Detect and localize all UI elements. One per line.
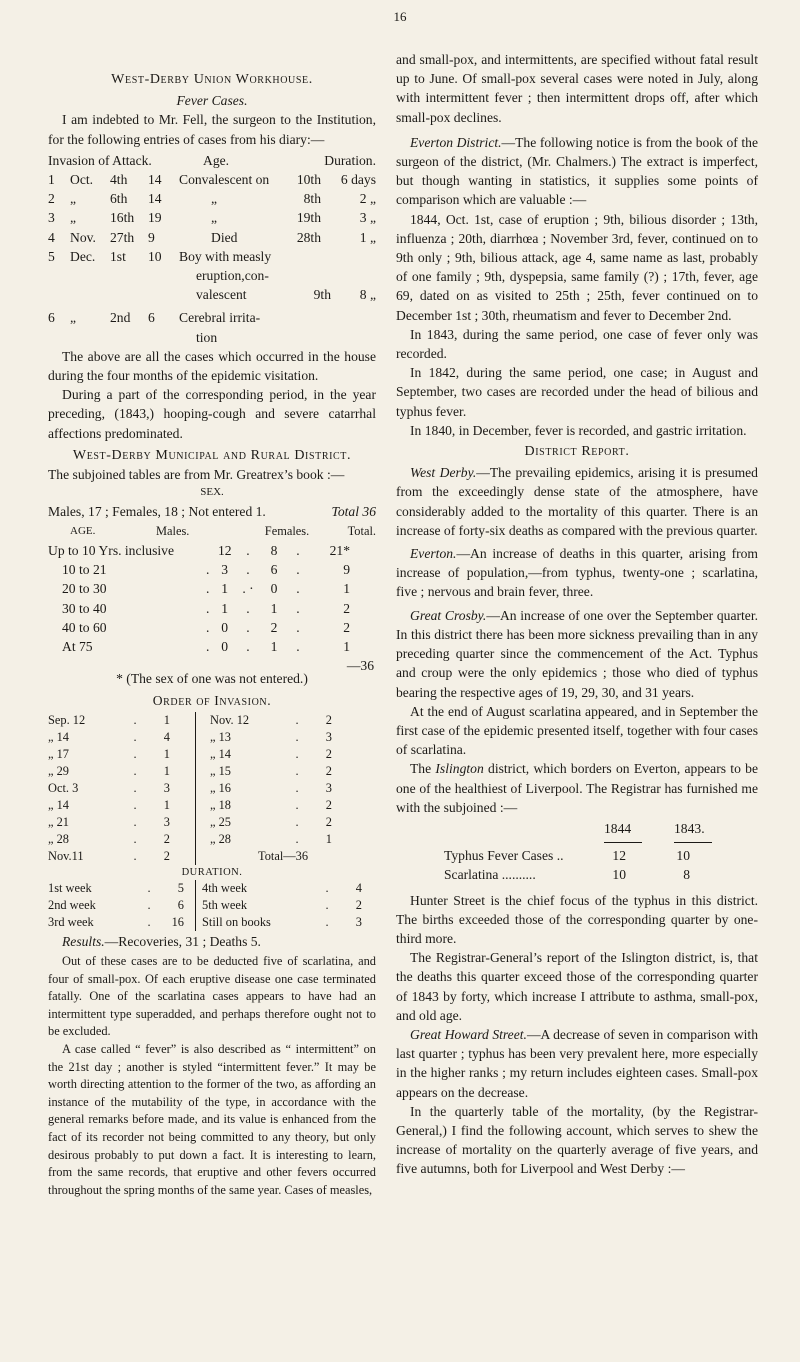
list-label: „ 28	[210, 831, 231, 846]
order-row	[210, 814, 376, 831]
age-row	[48, 560, 376, 579]
age-dot: .	[296, 639, 300, 655]
age-females: 1	[270, 639, 278, 655]
duration-row	[202, 897, 376, 914]
sex-line	[48, 502, 376, 521]
list-value: 1	[163, 763, 170, 778]
results-text: —Recoveries, 31 ; Deaths 5.	[104, 933, 261, 949]
age-header-females: Females.	[264, 524, 310, 539]
municipal-para-2: A case called “ fever” is also described as “ intermittent” on the 21st day ; another is styled “intermittent fever.” It may be worth directing attention to the former of the two, as affording an instance of the mutability of the type, in accordance with the general remarks before made, and its value is enhanced from the fact of its recorder not being committed to any theory, but only desirous probably to put down a fact. It is interesting to learn, from the same records, that eruptive and other fevers occurred throughout the spring months of the same year. Cases of measles,	[48, 1042, 376, 1197]
age-dot: .	[296, 543, 300, 559]
age-header-row	[48, 523, 376, 541]
list-dots: .	[133, 729, 137, 744]
list-label: „ 14	[48, 729, 69, 744]
case-date: 19th	[296, 210, 321, 226]
order-row	[48, 780, 191, 797]
list-dots: .	[133, 780, 137, 795]
list-dots: .	[147, 914, 151, 929]
case-num: 1	[48, 172, 55, 188]
great-crosby-label: Great Crosby.	[410, 607, 487, 623]
case-date: 10th	[296, 172, 321, 188]
age-row	[48, 618, 376, 637]
age-row	[48, 579, 376, 598]
list-label: „ 13	[210, 729, 231, 744]
registrar-para: The Registrar-General’s report of the Islington district, is, that the deaths this quarter exceed those of the corresponding quarter of 1843 by forty, which increase I attribute to asthma, small-pox, and old age.	[396, 950, 758, 1023]
case-age: 14	[148, 191, 162, 207]
case-month: „	[70, 310, 77, 326]
age-dot: . ·	[242, 581, 254, 597]
case-num: 6	[48, 310, 55, 326]
order-left-col	[48, 712, 196, 865]
great-crosby-text: —An increase of one over the September quarter. In this district there has been more sickness prevailing than in any preceding quarter since the commencement of the Act. Typhus and croup were the only epidemics ; those who died of typhus bearing the respective ages of 19, 29, 30, and 31 years.	[396, 607, 758, 700]
duration-value: 2	[355, 897, 362, 912]
para-continued: and small-pox, and intermittents, are specified without fatal result up to June. Of small-pox several cases were noted in July, along with intermittent fever ; then intermittent drops off, after which small-pox declines.	[396, 52, 758, 125]
workhouse-subheading: Fever Cases.	[176, 93, 248, 109]
sex-total: Total 36	[331, 504, 376, 520]
list-value: 2	[325, 763, 332, 778]
islington-label: Islington	[435, 761, 484, 777]
spacer	[626, 865, 666, 884]
age-total: 2	[343, 600, 350, 616]
west-derby-label: West Derby.	[410, 465, 477, 481]
list-dots: .	[295, 797, 299, 812]
great-howard-label: Great Howard Street.	[410, 1026, 527, 1042]
quarterly-para: In the quarterly table of the mortality, (by the Registrar-General,) I find the following account, which serves to shew the increase of mortality on the quarterly average of five years, and five autumns, both for Liverpool and West Derby :—	[396, 1103, 758, 1177]
case-desc: Convalescent on	[179, 172, 270, 188]
order-total: Total—36	[258, 848, 309, 863]
great-crosby-para	[396, 606, 758, 702]
duration-value: 6	[177, 897, 184, 912]
duration-label: 1st week	[48, 880, 92, 895]
para-1842: In 1842, during the same period, one case; in August and September, two cases are recorded under the head of bilious and typhus fever.	[396, 365, 758, 419]
cases-header-row	[48, 151, 376, 170]
right-column	[396, 50, 758, 1179]
age-range: At 75	[62, 639, 93, 655]
age-header-age: AGE.	[70, 525, 96, 538]
duration-label: 4th week	[202, 880, 248, 895]
list-label: „ 25	[210, 814, 231, 829]
case-row	[48, 228, 376, 247]
duration-label: Still on books	[202, 914, 271, 929]
list-label: Nov. 12	[210, 712, 250, 727]
age-footnote: * (The sex of one was not entered.)	[116, 671, 308, 687]
list-value: 3	[325, 729, 332, 744]
case-num: 5	[48, 248, 55, 264]
list-value: 3	[163, 814, 170, 829]
case-duration: 2 „	[359, 191, 376, 207]
order-row	[48, 814, 191, 831]
age-females: 0	[270, 581, 278, 597]
list-label: „ 28	[48, 831, 69, 846]
list-dots: .	[133, 763, 137, 778]
list-value: 2	[325, 712, 332, 727]
duration-label: 2nd week	[48, 897, 96, 912]
sex-counts: Males, 17 ; Females, 18 ; Not entered 1.	[48, 504, 266, 520]
case-num: 2	[48, 191, 55, 207]
age-dot: .	[206, 619, 210, 635]
case-desc: „	[211, 210, 218, 226]
list-label: „ 17	[48, 746, 69, 761]
case-desc-3: valescent	[196, 287, 247, 303]
case-desc: Died	[211, 229, 238, 245]
order-row	[210, 712, 376, 729]
municipal-intro: The subjoined tables are from Mr. Greatrex’s book :—	[48, 467, 345, 483]
order-row	[210, 746, 376, 763]
case-day: 2nd	[110, 310, 131, 326]
age-males: 12	[218, 543, 232, 559]
age-range: Up to 10 Yrs. inclusive	[48, 543, 174, 559]
age-range: 40 to 60	[62, 619, 107, 635]
list-label: „ 15	[210, 763, 231, 778]
left-column	[48, 32, 376, 1199]
everton-label: Everton.	[410, 546, 457, 562]
year-1843: 1843.	[674, 820, 705, 836]
list-dots: .	[295, 780, 299, 795]
municipal-para-1: Out of these cases are to be deducted five of scarlatina, and four of small-pox. Of each eruptive disease one case terminated fatally. One of the scarlatina cases appears to have had an intermittent type superadded, and perhaps therefore ought not to be excluded.	[48, 954, 376, 1039]
sex-heading: SEX.	[200, 486, 224, 499]
age-dot: .	[296, 600, 300, 616]
order-row	[210, 831, 376, 848]
list-value: 1	[163, 712, 170, 727]
case-age: 9	[148, 229, 155, 245]
duration-table	[48, 880, 376, 931]
age-males: 1	[221, 581, 228, 597]
age-range: 10 to 21	[62, 562, 107, 578]
order-row	[48, 746, 191, 763]
west-derby-para	[396, 463, 758, 540]
order-row	[210, 780, 376, 797]
everton-district-para	[396, 133, 758, 210]
list-label: „ 14	[210, 746, 231, 761]
islington-para	[396, 759, 758, 817]
case-date: 28th	[296, 229, 321, 245]
age-row	[48, 637, 376, 656]
case-desc-2: eruption,con-	[196, 268, 269, 284]
age-total: 1	[343, 581, 350, 597]
case-day: 6th	[110, 191, 128, 207]
workhouse-heading: West-Derby Union Workhouse.	[111, 72, 313, 87]
case-day: 1st	[110, 248, 126, 264]
list-dots: .	[295, 712, 299, 727]
para-1843: In 1843, during the same period, one case of fever only was recorded.	[396, 326, 758, 362]
order-row	[48, 797, 191, 814]
islington-1843: 8	[683, 867, 690, 883]
case-date: 8th	[303, 191, 321, 207]
list-value: 1	[163, 746, 170, 761]
list-label: Nov.11	[48, 848, 84, 863]
age-females: 6	[270, 562, 278, 578]
municipal-heading: West-Derby Municipal and Rural District.	[72, 447, 352, 463]
age-dot: .	[206, 600, 210, 616]
case-5	[48, 247, 376, 305]
list-label: Sep. 12	[48, 712, 86, 727]
order-row	[210, 797, 376, 814]
case-day: 4th	[110, 172, 128, 188]
list-value: 3	[163, 780, 170, 795]
list-label: „ 14	[48, 797, 69, 812]
spacer	[626, 846, 666, 865]
everton-text: —An increase of deaths in this quarter, arising from increase of population,—from typhus, twenty-one ; scarlatina, five ; nervous and brain fever, three.	[396, 546, 758, 600]
duration-row	[48, 897, 191, 914]
case-desc: Boy with measly	[179, 248, 272, 264]
age-row	[48, 541, 376, 560]
great-howard-text: —A decrease of seven in comparison with last quarter ; typhus has been very prevalent here, more especially in the higher ranks ; my return includes eighteen cases. Small-pox appears on the decrease.	[396, 1026, 758, 1100]
case-age: 10	[148, 248, 162, 264]
duration-value: 4	[355, 880, 362, 895]
case-row	[48, 170, 376, 189]
age-total: 2	[343, 619, 350, 635]
district-report-heading: District Report.	[524, 444, 630, 460]
age-males: 1	[221, 600, 228, 616]
cases-list	[48, 170, 376, 247]
list-label: Oct. 3	[48, 780, 79, 795]
list-dots: .	[295, 763, 299, 778]
case-duration: 6 days	[340, 172, 376, 188]
header-age: Age.	[203, 152, 230, 168]
case-date: 9th	[313, 287, 331, 303]
para-1840: In 1840, in December, fever is recorded, and gastric irritation.	[410, 422, 747, 438]
case-month: „	[70, 210, 77, 226]
case-month: Dec.	[70, 248, 96, 264]
age-total: —36	[346, 658, 374, 674]
case-duration: 8 „	[359, 287, 376, 303]
list-label: „ 29	[48, 763, 69, 778]
age-dot: .	[206, 581, 210, 597]
case-6	[48, 308, 376, 346]
islington-label: Scarlatina ..........	[444, 867, 536, 883]
list-label: „ 16	[210, 780, 231, 795]
age-dot: .	[206, 562, 210, 578]
everton-district-text: —The following notice is from the book of the surgeon of the district, (Mr. Chalmers.) The extract is imperfect, but though wanting in statistics, it supplies some points of comparison which are valuable :—	[396, 134, 758, 208]
age-range: 30 to 40	[62, 600, 107, 616]
order-row	[48, 712, 191, 729]
islington-1844: 10	[612, 867, 626, 883]
hunter-street-para: Hunter Street is the chief focus of the typhus in this district. The births exceeded those of the corresponding quarter by one-third more.	[396, 892, 758, 946]
case-desc-2: tion	[196, 329, 218, 345]
case-month: „	[70, 191, 77, 207]
order-table	[48, 712, 376, 865]
duration-label: 5th week	[202, 897, 248, 912]
age-dot: .	[296, 581, 300, 597]
order-heading: Order of Invasion.	[152, 692, 272, 708]
everton-district-label: Everton District.	[410, 134, 502, 150]
age-males: 0	[221, 639, 228, 655]
workhouse-para-1: The above are all the cases which occurred in the house during the four months of the epidemic visitation.	[48, 348, 376, 384]
case-day: 16th	[110, 210, 135, 226]
islington-row	[396, 846, 758, 865]
list-dots: .	[133, 848, 137, 863]
age-total: 21*	[329, 543, 350, 559]
age-dot: .	[296, 619, 300, 635]
age-females: 1	[270, 600, 278, 616]
age-dot: .	[246, 619, 250, 635]
list-value: 1	[163, 797, 170, 812]
islington-text: district, which borders on Everton, appears to be one of the healthiest of Liverpool. The Registrar has furnished me with the subjoined :—	[396, 761, 758, 815]
duration-label: 3rd week	[48, 914, 94, 929]
list-value: 2	[325, 814, 332, 829]
order-row	[48, 763, 191, 780]
list-label: „ 21	[48, 814, 69, 829]
duration-row	[202, 880, 376, 897]
workhouse-para-2: During a part of the corresponding period, in the year preceding, (1843,) hooping-cough and severe catarrhal affections predominated.	[48, 387, 376, 441]
duration-row	[202, 914, 376, 931]
duration-row	[48, 880, 191, 897]
list-dots: .	[325, 897, 329, 912]
case-age: 14	[148, 172, 162, 188]
islington-pre: The	[410, 761, 436, 777]
age-range: 20 to 30	[62, 581, 107, 597]
case-day: 27th	[110, 229, 135, 245]
list-value: 1	[325, 831, 332, 846]
age-dot: .	[206, 639, 210, 655]
header-duration: Duration.	[324, 152, 376, 168]
age-total: 1	[343, 639, 350, 655]
case-row	[48, 208, 376, 227]
age-table	[48, 541, 376, 656]
case-month: Nov.	[70, 229, 96, 245]
order-row	[48, 729, 191, 746]
para-1844: 1844, Oct. 1st, case of eruption ; 9th, bilious disorder ; 13th, influenza ; 20th, diarrhœa ; November 3rd, fever, continued on to 9th only ; 9th, bilious attack, age 4, same name as last, probably of one family ; 9th, dyspepsia, same family (?) ; 17th, fever, age 69, dated on as visited to 25th ; 25th, fever continued on to December 1st ; 30th, rheumatism and fever to December 2nd.	[396, 211, 758, 323]
list-dots: .	[325, 914, 329, 929]
everton-para	[396, 544, 758, 602]
age-dot: .	[246, 639, 250, 655]
age-dot: .	[246, 543, 250, 559]
order-row	[210, 763, 376, 780]
islington-table	[396, 846, 758, 884]
page-number: 16	[393, 9, 407, 24]
list-dots: .	[147, 880, 151, 895]
order-row	[210, 729, 376, 746]
case-num: 4	[48, 229, 55, 245]
great-howard-para	[396, 1025, 758, 1102]
list-dots: .	[295, 831, 299, 846]
age-header-total: Total.	[347, 524, 376, 539]
islington-1843: 10	[676, 848, 690, 864]
list-value: 2	[163, 848, 170, 863]
list-dots: .	[133, 746, 137, 761]
case-month: Oct.	[70, 172, 94, 188]
islington-row	[396, 865, 758, 884]
order-right-col	[196, 712, 376, 865]
list-value: 3	[325, 780, 332, 795]
list-label: „ 18	[210, 797, 231, 812]
order-row	[48, 848, 191, 865]
case-age: 6	[148, 310, 155, 326]
age-total: 9	[343, 562, 350, 578]
workhouse-intro: I am indebted to Mr. Fell, the surgeon to the Institution, for the following entries of cases from his diary:—	[48, 112, 376, 147]
islington-label: Typhus Fever Cases ..	[444, 848, 564, 864]
duration-value: 16	[171, 914, 184, 929]
list-dots: .	[295, 729, 299, 744]
header-invasion: Invasion of Attack.	[48, 152, 152, 168]
list-dots: .	[133, 712, 137, 727]
list-dots: .	[133, 831, 137, 846]
age-males: 0	[221, 619, 228, 635]
list-dots: .	[295, 746, 299, 761]
case-duration: 3 „	[359, 210, 376, 226]
list-dots: .	[133, 797, 137, 812]
list-value: 4	[163, 729, 170, 744]
case-desc: „	[211, 191, 218, 207]
age-females: 8	[270, 543, 278, 559]
year-1844: 1844	[604, 820, 632, 836]
duration-left-col	[48, 880, 196, 931]
results-label: Results.	[62, 933, 105, 949]
age-header-males: Males.	[156, 524, 190, 539]
case-num: 3	[48, 210, 55, 226]
list-dots: .	[325, 880, 329, 895]
age-dot: .	[246, 600, 250, 616]
list-value: 2	[325, 797, 332, 812]
order-row	[48, 831, 191, 848]
list-value: 2	[325, 746, 332, 761]
results-line	[48, 932, 376, 951]
age-males: 3	[221, 562, 228, 578]
duration-value: 5	[177, 880, 184, 895]
case-row	[48, 189, 376, 208]
duration-value: 3	[355, 914, 362, 929]
west-derby-text: —The prevailing epidemics, arising it is presumed from the exceedingly dense state of the atmosphere, have considerably added to the mortality of this quarter. There is an increase of forty-six deaths as compared with the previous quarter.	[396, 465, 758, 538]
age-dot: .	[246, 562, 250, 578]
age-dot: .	[296, 562, 300, 578]
case-desc: Cerebral irrita-	[179, 310, 261, 326]
list-value: 2	[163, 831, 170, 846]
list-dots: .	[133, 814, 137, 829]
duration-heading: DURATION.	[181, 866, 243, 878]
age-females: 2	[270, 619, 278, 635]
islington-1844: 12	[612, 848, 626, 864]
duration-row	[48, 914, 191, 931]
list-dots: .	[147, 897, 151, 912]
islington-years-row	[396, 819, 758, 838]
list-dots: .	[295, 814, 299, 829]
case-duration: 1 „	[359, 229, 376, 245]
case-age: 19	[148, 210, 162, 226]
age-row	[48, 599, 376, 618]
august-para: At the end of August scarlatina appeared, and in September the first case of the epidemic presented itself, together with four cases of scarlatina.	[396, 703, 758, 758]
duration-right-col	[196, 880, 376, 931]
